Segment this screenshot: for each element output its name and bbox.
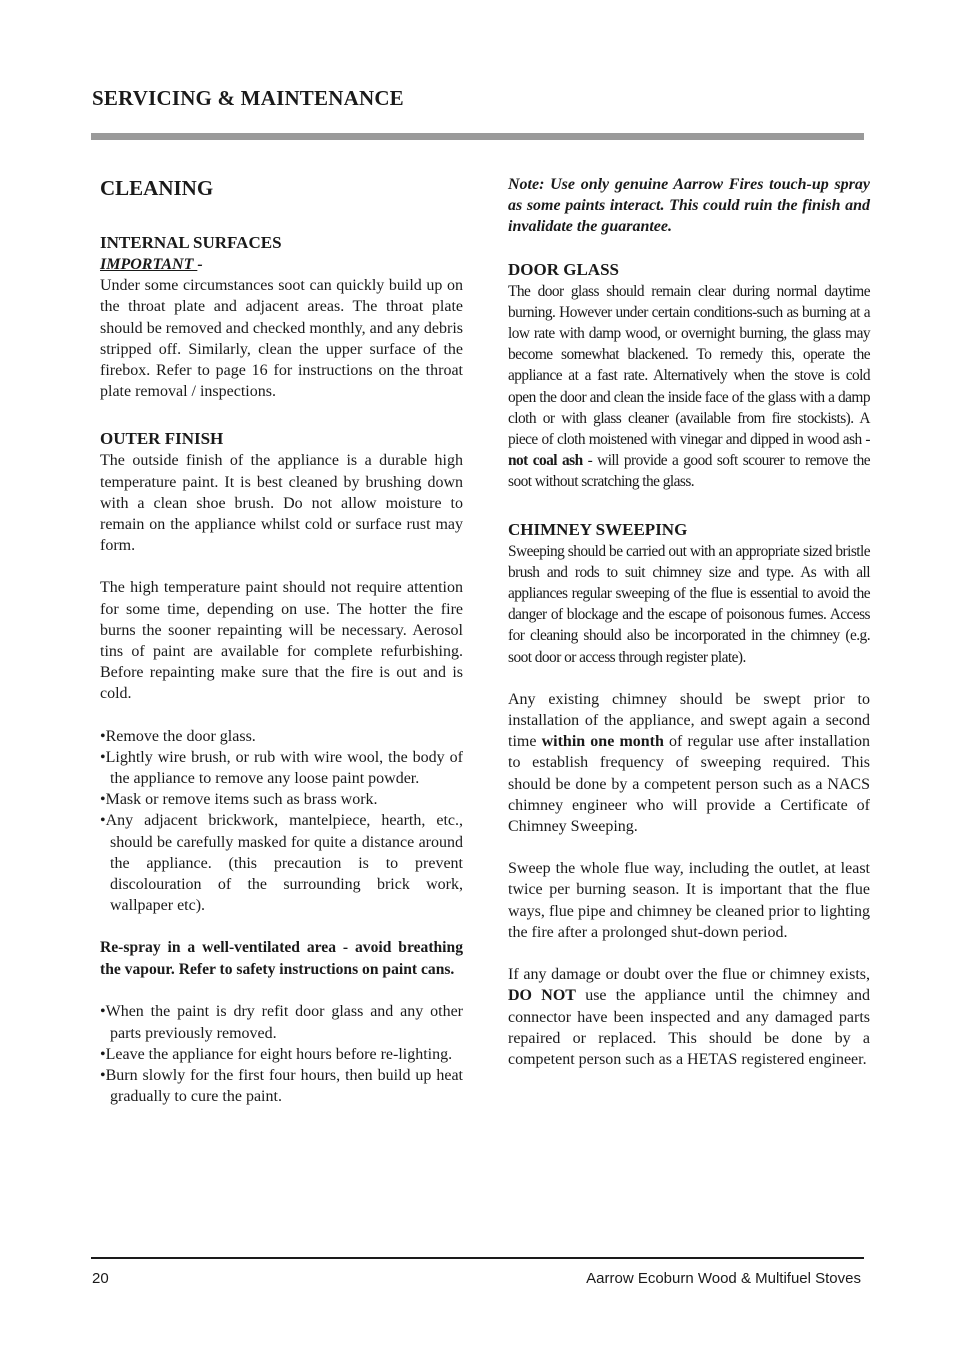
list-item: •Any adjacent brickwork, mantelpiece, hearth, etc., should be carefully masked for quite a distance around the appliance. (this precaution is to prevent discolouration of the surrounding brick work, wallpaper etc).	[100, 812, 463, 915]
header-divider	[91, 133, 864, 140]
heading-door-glass: DOOR GLASS	[508, 259, 619, 279]
page-header: SERVICING & MAINTENANCE	[92, 86, 404, 110]
list-item: •When the paint is dry refit door glass and any other parts previously removed.	[100, 1003, 463, 1042]
list-item: •Lightly wire brush, or rub with wire wool, the body of the appliance to remove any loose paint powder.	[100, 748, 463, 788]
heading-chimney-sweeping: CHIMNEY SWEEPING	[508, 519, 688, 539]
internal-surfaces-text: Under some circumstances soot can quickly build up on the throat plate and adjacent areas. The throat plate should be removed and checked monthly, and any debris stripped off. Similarly, clean the upper surface of the firebox. Refer to page 16 for instructions on the throat plate removal / inspections.	[100, 277, 463, 401]
chimney-text-2: Any existing chimney should be swept prior to installation of the appliance, and swept again a second time within one month of regular use after installation to establish frequency of sweeping required. This should be done by a competent person such as a NACS chimney engineer who will provide a Certificate of Chimney Sweeping.	[508, 690, 870, 836]
chimney-text-3: Sweep the whole flue way, including the outlet, at least twice per burning season. It is important that the flue ways, flue pipe and chimney be cleaned prior to lighting the fire after a prolonged shut-down period.	[508, 860, 870, 941]
chimney-text-4: If any damage or doubt over the flue or chimney exists, DO NOT use the appliance until the chimney and connector have been inspected and any damaged parts repaired or replaced. This should be done by a competent person such as a HETAS registered engineer.	[508, 966, 871, 1068]
page-number: 20	[92, 1270, 109, 1287]
after-paint-list	[100, 1001, 463, 1107]
footer-divider	[91, 1257, 864, 1259]
footer-title: Aarrow Ecoburn Wood & Multifuel Stoves	[586, 1270, 861, 1287]
list-item: •Burn slowly for the first four hours, then build up heat gradually to cure the paint.	[100, 1066, 463, 1106]
list-item: •Mask or remove items such as brass work.	[100, 791, 378, 809]
repaint-steps-list	[100, 726, 463, 917]
right-column	[508, 174, 870, 1070]
outer-finish-text-2: The high temperature paint should not require attention for some time, depending on use. The hotter the fire burns the sooner repainting will be necessary. Aerosol tins of paint are available for complete refurbishing. Before repainting make sure that the fire is out and is cold.	[100, 579, 463, 703]
door-glass-text: The door glass should remain clear during normal daytime burning. However under certain conditions-such as burning at a low rate with damp wood, or overnight burning, the glass may become somewhat blackened. To remedy this, operate the appliance at a fast rate. Alternatively when the stove is cold open the door and clean the inside face of the glass with a damp cloth or with glass cleaner (available from fire stockists). A piece of cloth moistened with vinegar and dipped in wood ash - not coal ash - will provide a good soft scourer to remove the soot without scratching the glass.	[508, 282, 870, 491]
heading-internal-surfaces: INTERNAL SURFACES	[100, 233, 282, 252]
left-column	[100, 174, 463, 1107]
section-title-cleaning: CLEANING	[100, 176, 214, 200]
respray-warning: Re-spray in a well-ventilated area - avoid breathing the vapour. Refer to safety instructions on paint cans.	[100, 939, 463, 978]
outer-finish-text-1: The outside finish of the appliance is a durable high temperature paint. It is best cleaned by brushing down with a clean shoe brush. Do not allow moisture to remain on the appliance whilst cold or surface rust may form.	[100, 452, 463, 555]
chimney-text-1: Sweeping should be carried out with an appropriate sized bristle brush and rods to suit chimney size and type. As with all appliances regular sweeping of the flue is essential to avoid the danger of blockage and the escape of poisonous fumes. Access for cleaning should also be incorporated in the chimney (e.g. soot door or access through register plate).	[508, 542, 870, 666]
list-item: •Remove the door glass.	[100, 727, 256, 745]
important-label: IMPORTANT -	[100, 256, 203, 273]
heading-outer-finish: OUTER FINISH	[100, 429, 224, 449]
touch-up-note: Note: Use only genuine Aarrow Fires touch-up spray as some paints interact. This could ruin the finish and invalidate the guarantee.	[508, 176, 870, 236]
list-item: •Leave the appliance for eight hours before re-lighting.	[100, 1045, 453, 1063]
